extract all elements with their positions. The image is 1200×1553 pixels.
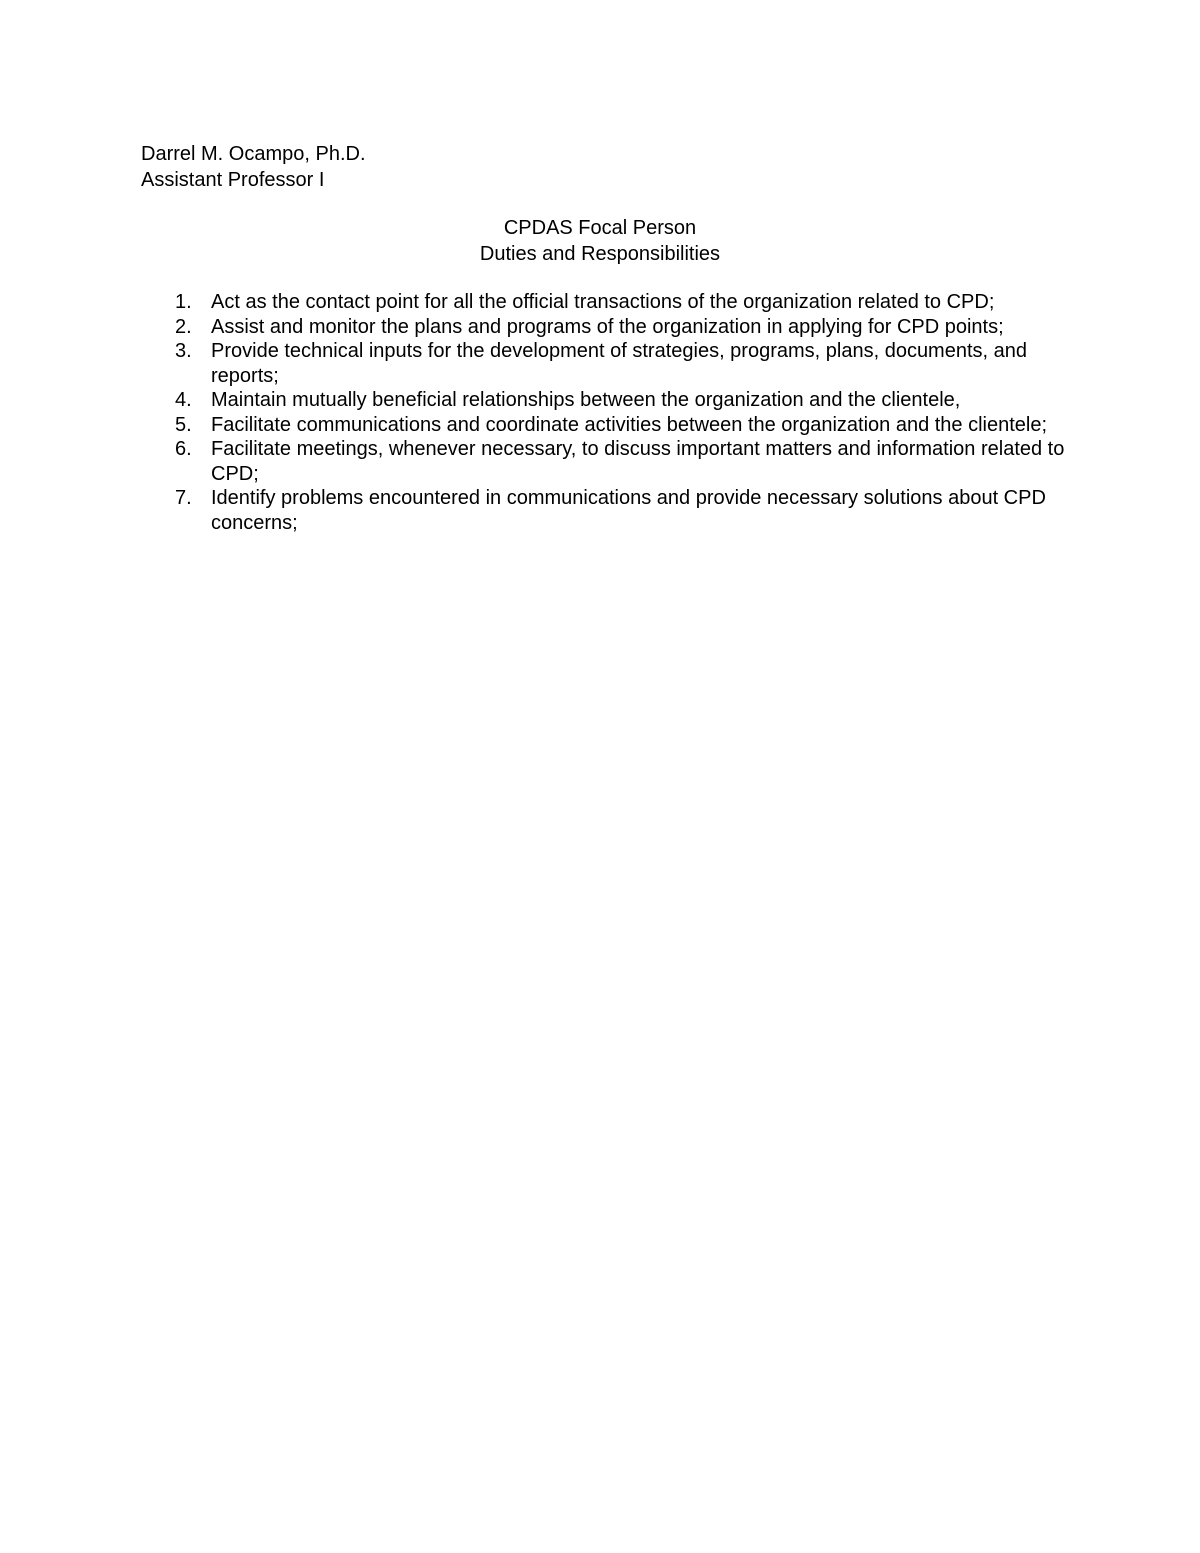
author-name: Darrel M. Ocampo, Ph.D. (141, 143, 366, 165)
list-item-text: Facilitate meetings, whenever necessary, to discuss important matters and information related to CPD; (211, 438, 1065, 485)
list-item-text: Identify problems encountered in communications and provide necessary solutions about CPD concerns; (211, 487, 1046, 534)
list-item-number: 2. (175, 315, 192, 338)
list-item-text: Facilitate communications and coordinate activities between the organization and the clientele; (211, 413, 1048, 436)
list-item-number: 1. (175, 291, 192, 313)
list-item-number: 5. (175, 413, 192, 436)
author-position: Assistant Professor I (141, 169, 325, 191)
list-item (141, 437, 1071, 486)
list-item-text: Maintain mutually beneficial relationships between the organization and the clientele, (211, 389, 961, 411)
list-item (141, 290, 1071, 315)
author-block (141, 141, 366, 193)
duties-list (141, 290, 1071, 535)
list-item-number: 6. (175, 438, 192, 460)
list-item-text: Act as the contact point for all the official transactions of the organization related to CPD; (211, 291, 995, 313)
list-item (141, 413, 1071, 438)
document-title: CPDAS Focal Person (503, 217, 697, 239)
list-item (141, 315, 1071, 340)
list-item-number: 3. (175, 340, 192, 362)
list-item-number: 4. (175, 389, 192, 411)
list-item (141, 486, 1071, 535)
list-item (141, 388, 1071, 413)
list-item-number: 7. (175, 487, 192, 509)
list-item (141, 339, 1071, 388)
list-item-text: Provide technical inputs for the development of strategies, programs, plans, documents, and reports; (211, 340, 1028, 387)
document-heading (0, 215, 1200, 267)
document-subtitle: Duties and Responsibilities (479, 243, 721, 265)
list-item-text: Assist and monitor the plans and programs of the organization in applying for CPD points; (211, 315, 1004, 338)
